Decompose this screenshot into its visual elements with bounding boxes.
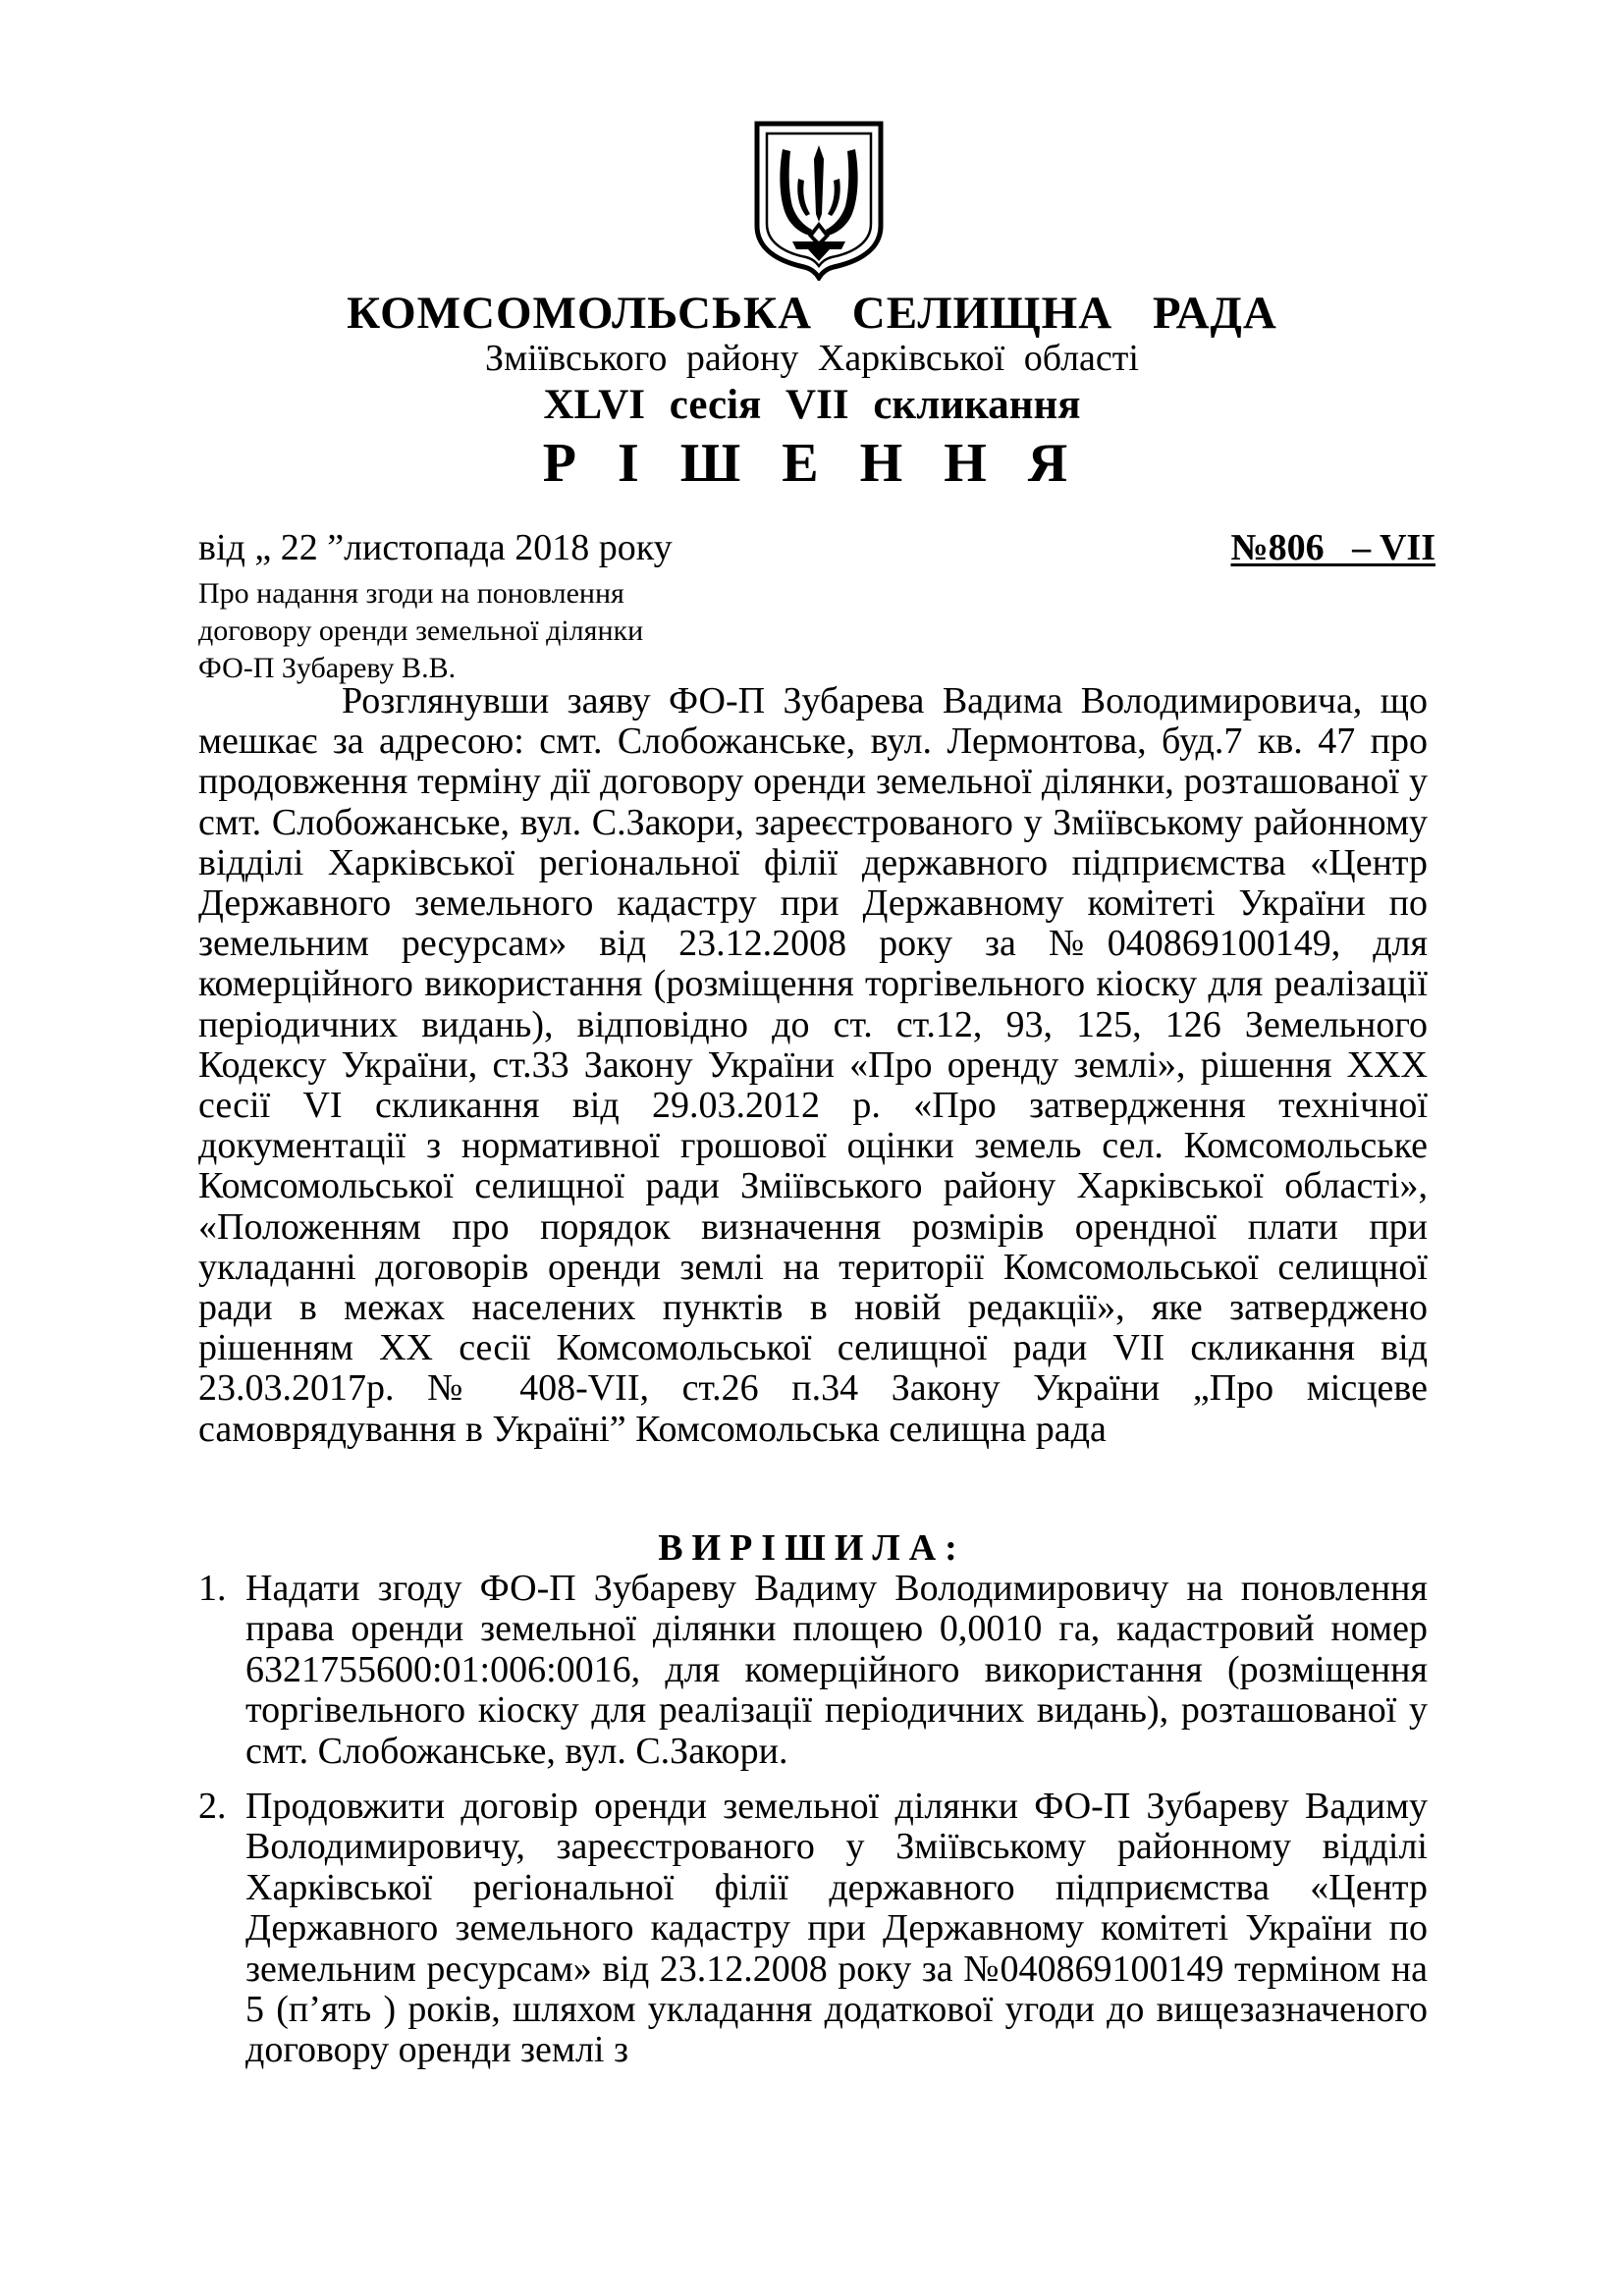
subject-line: ФО-П Зубареву В.В.: [198, 652, 457, 684]
coat-of-arms-icon: [753, 120, 885, 281]
document-date: від „ 22 ”листопада 2018 року: [198, 527, 673, 568]
item-text: Продовжити договір оренди земельної ділянки ФО-П Зубареву Вадиму Володимировичу, зареєстрованого у Зміївському районному відділі Харківської регіональної філії державного підприємства «Центр Державного земельного кадастру при Державному комітеті України по земельним ресурсам» від 23.12.2008 року за №040869100149 терміном на 5 (п’ять ) років, шляхом укладання додаткової угоди до вищезазначеного договору оренди землі з: [245, 1786, 1428, 2071]
preamble-paragraph: Розглянувши заяву ФО-П Зубарева Вадима Володимировича, що мешкає за адресою: смт. Слобожанське, вул. Лермонтова, буд.7 кв. 47 про продовження терміну дії договору оренди земельної ділянки, розташованої у смт. Слобожанське, вул. С.Закори, зареєстрованого у Зміївському районному відділі Харківської регіональної філії державного підприємства «Центр Державного земельного кадастру при Державному комітеті України по земельним ресурсам» від 23.12.2008 року за №040869100149, для комерційного використання (розміщення торгівельного кіоску для реалізації періодичних видань), відповідно до ст. ст.12, 93, 125, 126 Земельного Кодексу України, ст.33 Закону України «Про оренду землі», рішення XXX сесії VI скликання від 29.03.2012 р. «Про затвердження технічної документації з нормативної грошової оцінки земель сел. Комсомольське Комсомольської селищної ради Зміївського району Харківської області», «Положенням про порядок визначення розмірів орендної плати при укладанні договорів оренди землі на території Комсомольської селищної ради в межах населених пунктів в новій редакції», яке затверджено рішенням XX сесії Комсомольської селищної ради VII скликання від 23.03.2017р. № 408-VII, ст.26 п.34 Закону України „Про місцеве самоврядування в Україні” Комсомольська селищна рада: [198, 680, 1428, 1450]
decided-heading: ВИРІШИЛА:: [658, 1527, 966, 1569]
document-title: Р І Ш Е Н Н Я: [542, 433, 1082, 494]
item-number: 2.: [198, 1786, 227, 1827]
subject-line: Про надання згоди на поновлення: [198, 577, 624, 610]
document-number: №806 – VII: [1230, 527, 1435, 568]
item-number: 1.: [198, 1568, 227, 1609]
subject-line: договору оренди земельної ділянки: [198, 614, 644, 647]
district-name: Зміївського району Харківської області: [485, 338, 1139, 379]
council-name: КОМСОМОЛЬСЬКА СЕЛИЩНА РАДА: [347, 288, 1277, 339]
session-info: XLVI сесія VII скликання: [543, 382, 1081, 428]
document-subject: [198, 575, 643, 687]
decision-item: [198, 1787, 1428, 2071]
item-text: Надати згоду ФО-П Зубареву Вадиму Володимировичу на поновлення права оренди земельної ділянки площею 0,0010 га, кадастровий номер 6321755600:01:006:0016, для комерційного використання (розміщення торгівельного кіоску для реалізації періодичних видань), розташованої у смт. Слобожанське, вул. С.Закори.: [245, 1568, 1428, 1772]
decision-item: [198, 1569, 1428, 1772]
